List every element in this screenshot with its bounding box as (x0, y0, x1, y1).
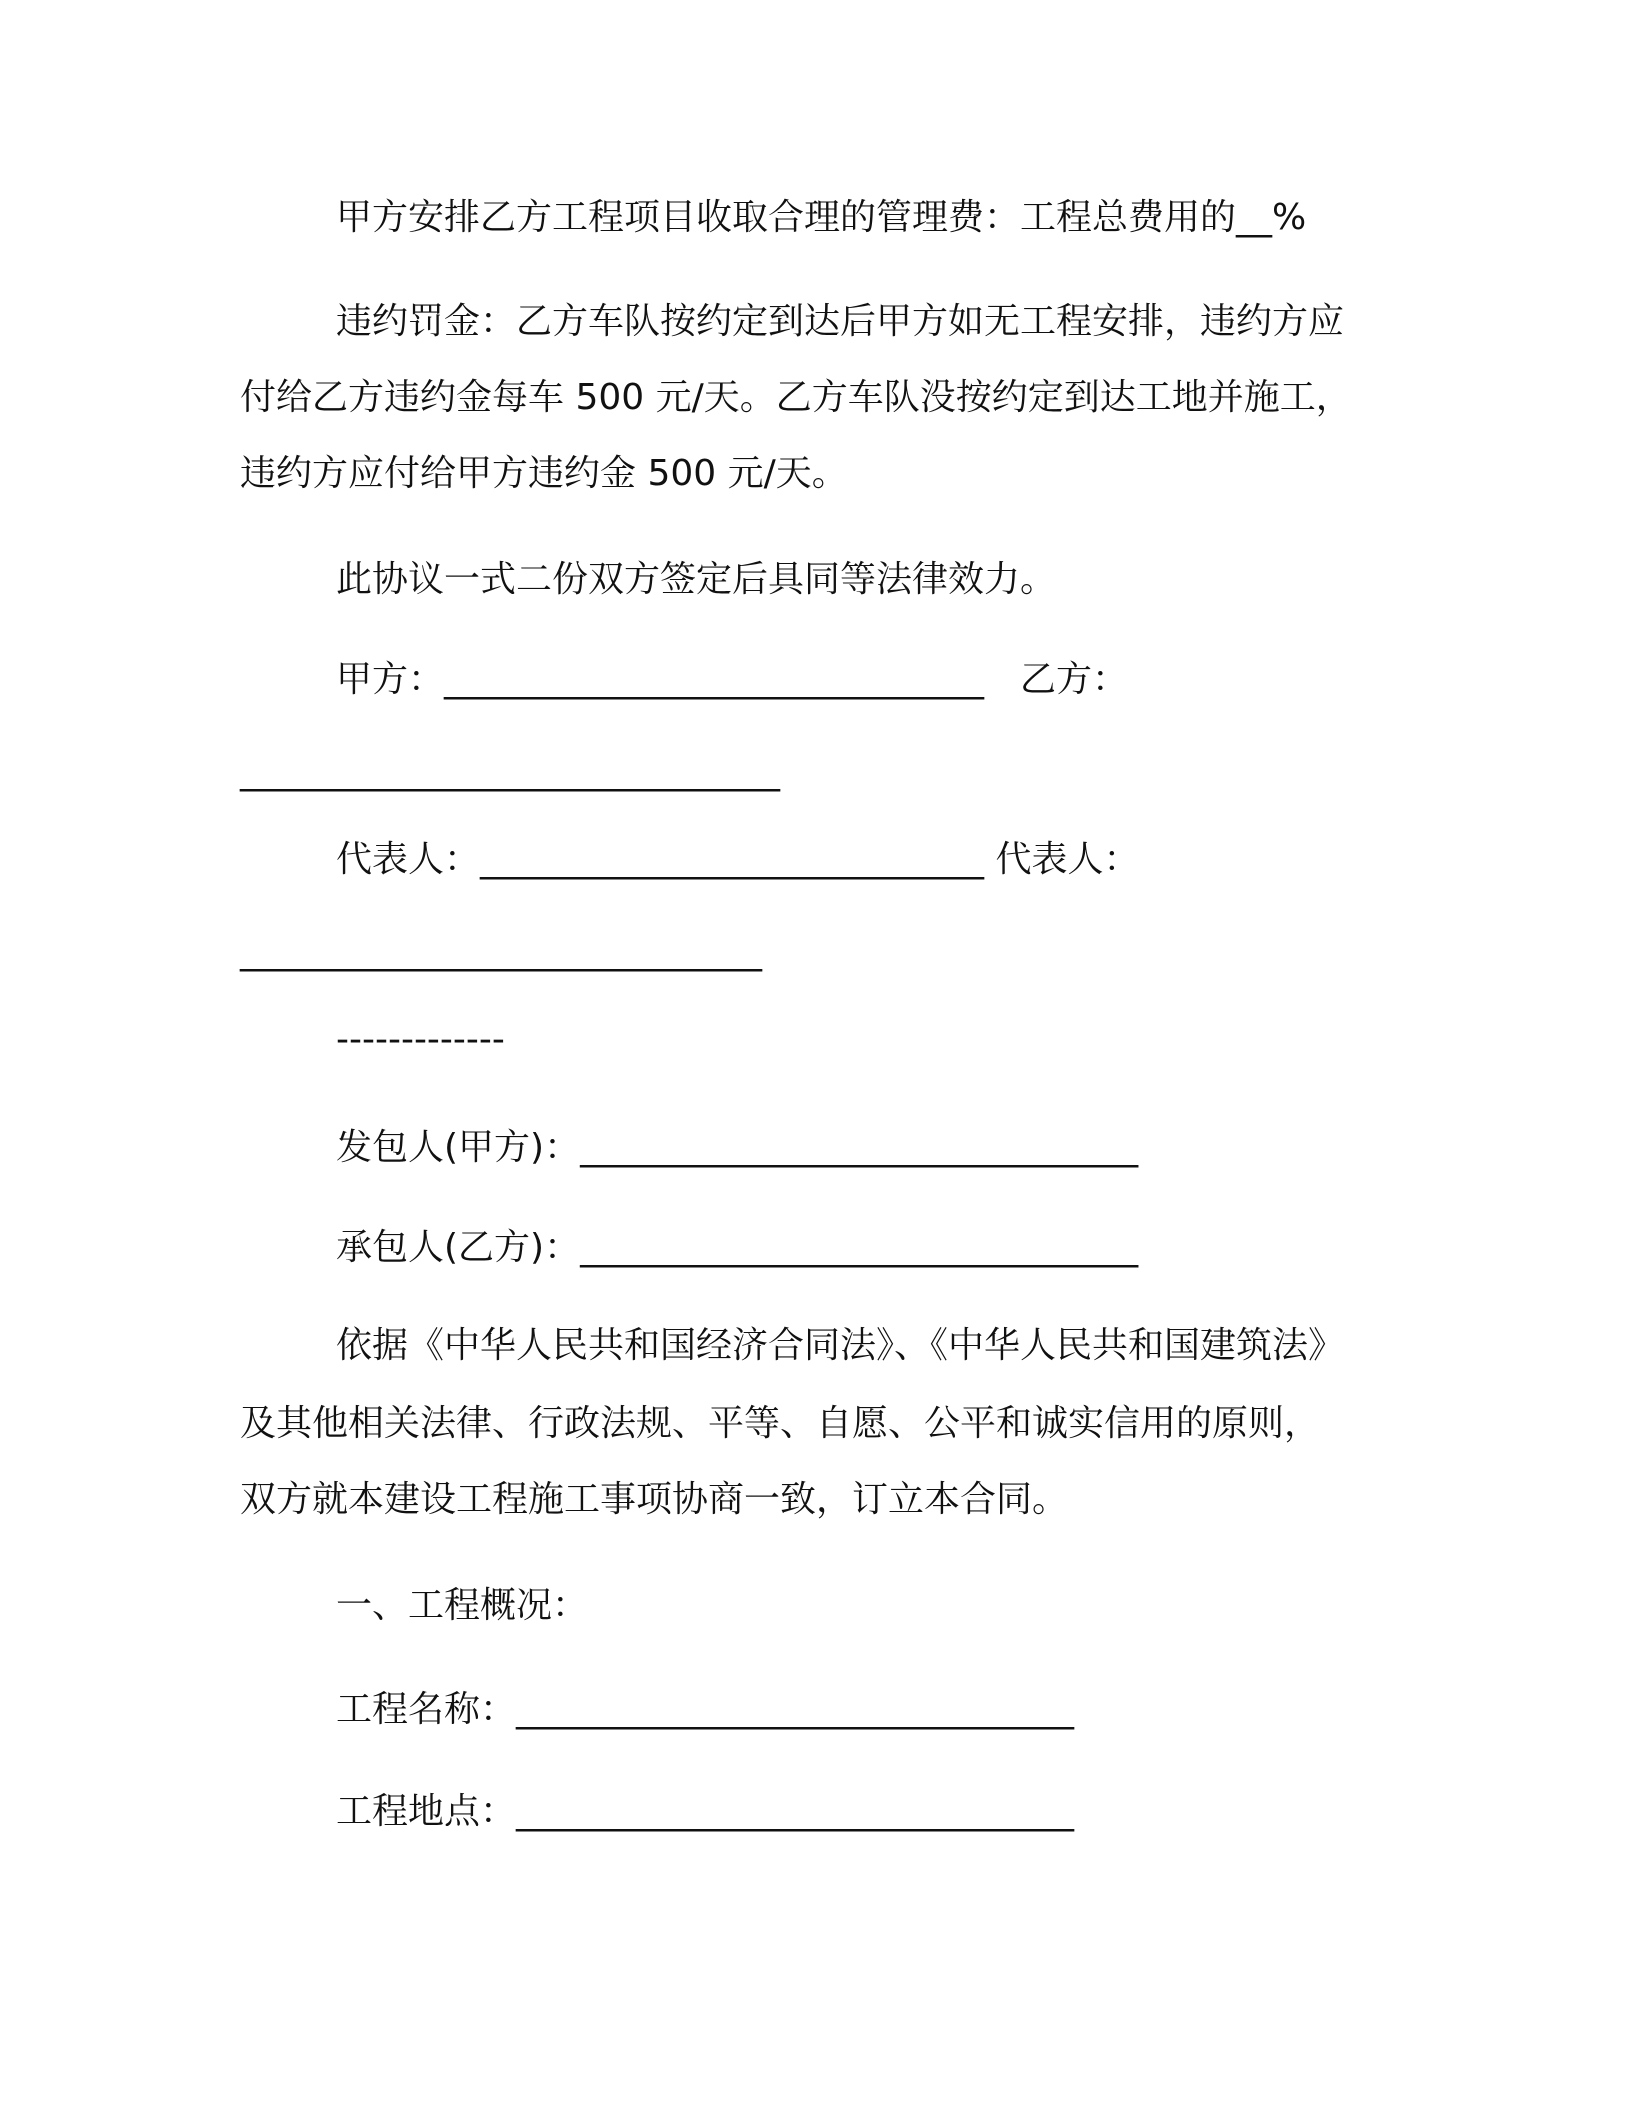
representative-line: 代表人：____________________________ 代表人： (336, 839, 1140, 880)
management-fee-line: 甲方安排乙方工程项目收取合理的管理费：工程总费用的__% (336, 197, 1307, 238)
validity-line: 此协议一式二份双方签定后具同等法律效力。 (336, 559, 1057, 600)
representative-b-blank: _____________________________ (240, 931, 762, 972)
legal-basis-line-1: 依据《中华人民共和国经济合同法》、《中华人民共和国建筑法》 (336, 1325, 1345, 1366)
party-b-signature-blank: ______________________________ (240, 751, 780, 792)
legal-basis-line-3: 双方就本建设工程施工事项协商一致，订立本合同。 (240, 1479, 1069, 1520)
legal-basis-line-2: 及其他相关法律、行政法规、平等、自愿、公平和诚实信用的原则， (240, 1403, 1321, 1444)
party-signature-line: 甲方：______________________________ 乙方： (336, 659, 1129, 700)
separator-dashes: ------------- (336, 1019, 505, 1060)
section-heading-project-overview: 一、工程概况： (336, 1585, 589, 1626)
project-name-line: 工程名称：_______________________________ (336, 1689, 1075, 1730)
penalty-line-1: 违约罚金：乙方车队按约定到达后甲方如无工程安排，违约方应 (336, 301, 1345, 342)
penalty-line-3: 违约方应付给甲方违约金 500 元/天。 (240, 453, 848, 494)
project-location-line: 工程地点：_______________________________ (336, 1791, 1075, 1832)
employer-line: 发包人(甲方)：_______________________________ (336, 1127, 1139, 1168)
contractor-line: 承包人(乙方)：_______________________________ (336, 1227, 1139, 1268)
penalty-line-2: 付给乙方违约金每车 500 元/天。乙方车队没按约定到达工地并施工， (240, 377, 1352, 418)
